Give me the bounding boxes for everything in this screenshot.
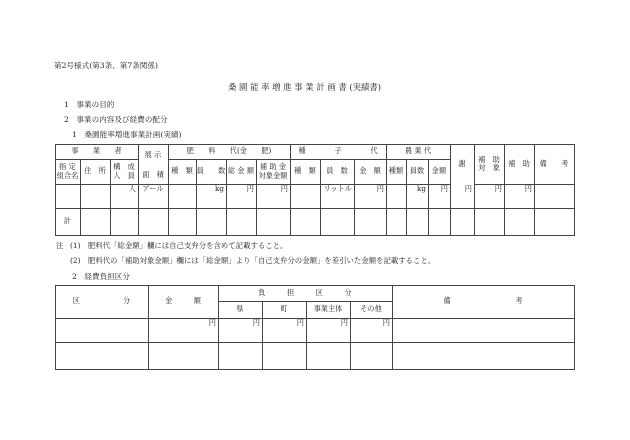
header-subsidy-target-amount: 補 助 金 対象金額 (258, 162, 288, 180)
unit-other-yen: 円 (382, 318, 390, 328)
header-prefecture: 県 (236, 304, 244, 314)
total-label: 計 (63, 216, 72, 226)
unit-subsidy-yen: 円 (524, 184, 532, 194)
header-seed-cost: 種 子 代 (298, 146, 378, 156)
header-fertilizer-cost: 肥 料 代(金 肥) (186, 146, 272, 156)
header-business-entity: 事業主体 (313, 304, 343, 314)
section-purpose: 1 事業の目的 (64, 100, 115, 109)
header-designated-union: 指 定 組合名 (56, 162, 79, 180)
header-seed-type: 種 類 (294, 166, 316, 176)
form-number: 第2号様式(第3条、第7条関係) (54, 61, 158, 70)
unit-town-yen: 円 (296, 318, 304, 328)
header-subsidy-target: 補 助 対 象 (478, 154, 500, 172)
header-fertilizer-total: 総 金 額 (227, 166, 255, 176)
unit-gratuity-yen: 円 (464, 184, 472, 194)
header-members: 構 成 人 員 (113, 162, 135, 180)
header-other: その他 (360, 304, 382, 314)
header-amount: 金 額 (165, 296, 201, 306)
unit-business-entity-yen: 円 (340, 318, 348, 328)
subsection-cost-burden: 2 経費負担区分 (72, 272, 130, 281)
header-seed-amount: 金 額 (359, 166, 381, 176)
unit-fertilizer-total-yen: 円 (246, 184, 254, 194)
header-fertilizer-type: 種 類 (171, 166, 193, 176)
header-burden-category: 負 担 区 分 (258, 287, 352, 297)
header-tool-quantity: 員数 (409, 166, 425, 176)
header-tool-amount: 金額 (431, 166, 447, 176)
unit-persons: 人 (128, 184, 136, 194)
header-fertilizer-quantity: 員 数 (196, 166, 226, 176)
note-1: (1) 肥料代「総金額」欄には自己支弁分を含めて記載すること。 (70, 241, 288, 250)
header-town: 町 (280, 304, 288, 314)
header-remarks-2: 備 考 (443, 296, 523, 306)
unit-are: アール (142, 184, 164, 194)
header-address: 住 所 (84, 166, 106, 176)
subsection-plan: 1 桑園能率増進事業計画(実績) (72, 130, 182, 139)
header-tool-type: 種類 (388, 166, 404, 176)
header-seed-quantity: 員 数 (326, 166, 348, 176)
unit-tool-yen: 円 (440, 184, 448, 194)
unit-amount-yen: 円 (208, 318, 216, 328)
unit-fertilizer-kg: kg (215, 184, 224, 194)
unit-seed-litre: リットル (323, 184, 352, 194)
header-business-operator: 事 業 者 (71, 146, 122, 156)
header-subsidy: 補 助 (508, 158, 530, 168)
header-exhibit: 展 示 (144, 149, 162, 159)
header-farm-tool-cost: 農 業 代 (404, 146, 432, 156)
header-gratuity: 謝 (458, 158, 466, 168)
unit-subsidy-amount-yen: 円 (280, 184, 288, 194)
header-area: 面 積 (142, 169, 164, 179)
header-remarks: 備 考 (539, 158, 569, 168)
unit-prefecture-yen: 円 (252, 318, 260, 328)
section-content: 2 事業の内容及び経費の配分 (64, 115, 168, 124)
unit-tool-kg: kg (417, 184, 426, 194)
unit-seed-yen: 円 (376, 184, 384, 194)
note-label: 注 (56, 241, 64, 250)
note-2: (2) 肥料代の「補助対象金額」欄には「総金額」より「自己支弁分の金額」を差引いた金額を記載すること。 (70, 256, 436, 265)
unit-subsidy-target-yen: 円 (494, 184, 502, 194)
header-category: 区 分 (72, 296, 131, 306)
document-title: 桑 園 能 率 増 進 事 業 計 画 書 (実績書) (228, 82, 382, 92)
